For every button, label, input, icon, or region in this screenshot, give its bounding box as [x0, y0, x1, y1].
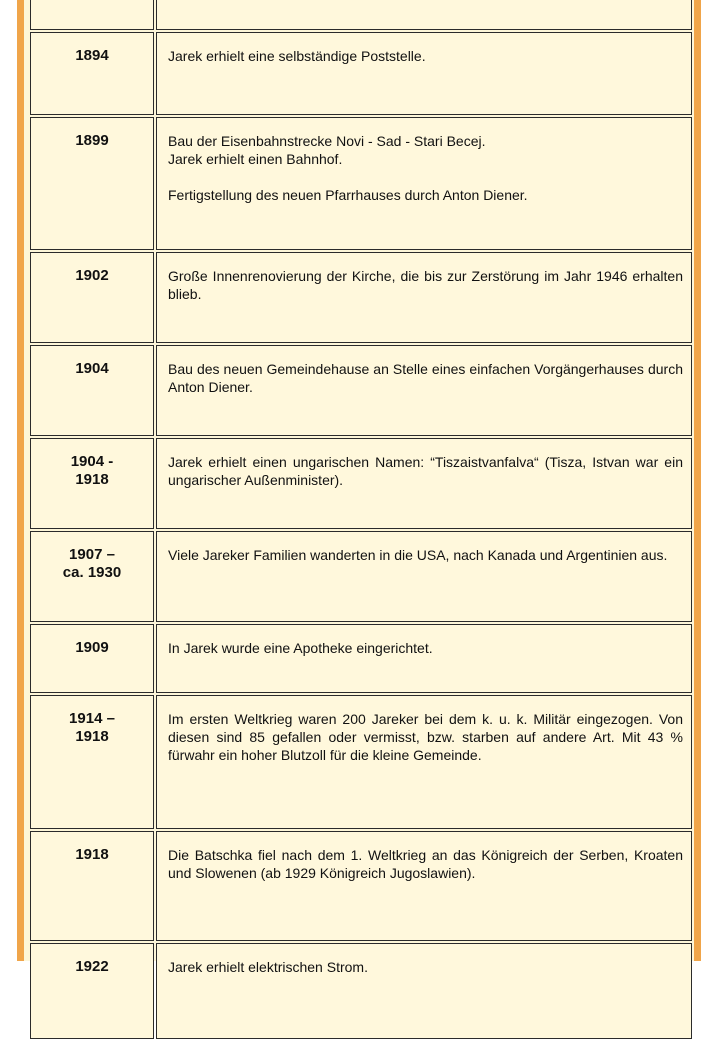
event-cell — [156, 117, 692, 250]
event-cell — [156, 531, 692, 622]
year-label: 1907 – — [69, 546, 115, 563]
year-cell — [30, 345, 154, 436]
event-text: Jarek erhielt einen Bahnhof. — [168, 151, 343, 167]
event-text: Die Batschka fiel nach dem 1. Weltkrieg an das Königreich der Serben, Kroaten und Slowenen (ab 1929 Königreich Jugoslawien). — [168, 847, 683, 881]
page-frame — [17, 0, 701, 975]
year-label-cont: ca. 1930 — [62, 564, 122, 581]
table-row — [30, 695, 692, 829]
event-text: Jarek erhielt elektrischen Strom. — [168, 959, 368, 975]
event-cell — [156, 0, 692, 30]
table-row — [30, 32, 692, 115]
event-cell — [156, 624, 692, 693]
event-cell — [156, 32, 692, 115]
year-label-cont: 1918 — [75, 728, 109, 745]
table-row — [30, 438, 692, 529]
event-cell — [156, 695, 692, 829]
event-text: Jarek erhielt einen ungarischen Namen: “Tiszaistvanfalva“ (Tisza, Istvan war ein ungarischer Außenminister). — [168, 454, 683, 488]
year-label: 1902 — [75, 267, 109, 284]
year-label: 1904 - — [70, 453, 114, 470]
table-row — [30, 0, 692, 30]
year-cell — [30, 624, 154, 693]
table-row — [30, 117, 692, 250]
year-cell — [30, 695, 154, 829]
table-row — [30, 624, 692, 693]
year-cell — [30, 531, 154, 622]
year-cell — [30, 0, 154, 30]
year-label: 1909 — [75, 639, 109, 656]
year-label-cont: 1918 — [75, 471, 109, 488]
year-cell — [30, 117, 154, 250]
table-row — [30, 831, 692, 941]
year-cell — [30, 32, 154, 115]
year-cell — [30, 252, 154, 343]
year-cell — [30, 943, 154, 1039]
table-row — [30, 531, 692, 622]
event-text: In Jarek wurde eine Apotheke eingerichtet. — [168, 640, 433, 656]
table-row — [30, 252, 692, 343]
year-cell — [30, 438, 154, 529]
year-label: 1922 — [75, 958, 109, 975]
event-cell — [156, 345, 692, 436]
event-text-extra: Fertigstellung des neuen Pfarrhauses durch Anton Diener. — [168, 187, 528, 203]
event-text: Bau des neuen Gemeindehause an Stelle eines einfachen Vorgängerhauses durch Anton Diener. — [168, 361, 683, 395]
event-text: Große Innenrenovierung der Kirche, die bis zur Zerstörung im Jahr 1946 erhalten blieb. — [168, 268, 683, 302]
year-label: 1904 — [75, 360, 109, 377]
year-cell — [30, 831, 154, 941]
year-label: 1899 — [75, 132, 109, 149]
event-cell — [156, 943, 692, 1039]
table-row — [30, 345, 692, 436]
event-text: Jarek erhielt eine selbständige Poststelle. — [168, 48, 426, 64]
event-text: Viele Jareker Familien wanderten in die USA, nach Kanada und Argentinien aus. — [168, 547, 668, 563]
event-cell — [156, 438, 692, 529]
event-cell — [156, 831, 692, 941]
event-cell — [156, 252, 692, 343]
event-text: Bau der Eisenbahnstrecke Novi - Sad - Stari Becej. — [168, 133, 486, 149]
event-text: Im ersten Weltkrieg waren 200 Jareker bei dem k. u. k. Militär eingezogen. Von diesen sind 85 gefallen oder vermisst, bzw. starben auf andere Art. Mit 43 % fürwahr ein hoher Blutzoll für die kleine Gemeinde. — [168, 711, 683, 763]
year-label: 1914 – — [69, 710, 115, 727]
year-label: 1918 — [75, 846, 109, 863]
table-row — [30, 943, 692, 1039]
chronology-table — [28, 0, 694, 1041]
year-label: 1894 — [75, 47, 109, 64]
